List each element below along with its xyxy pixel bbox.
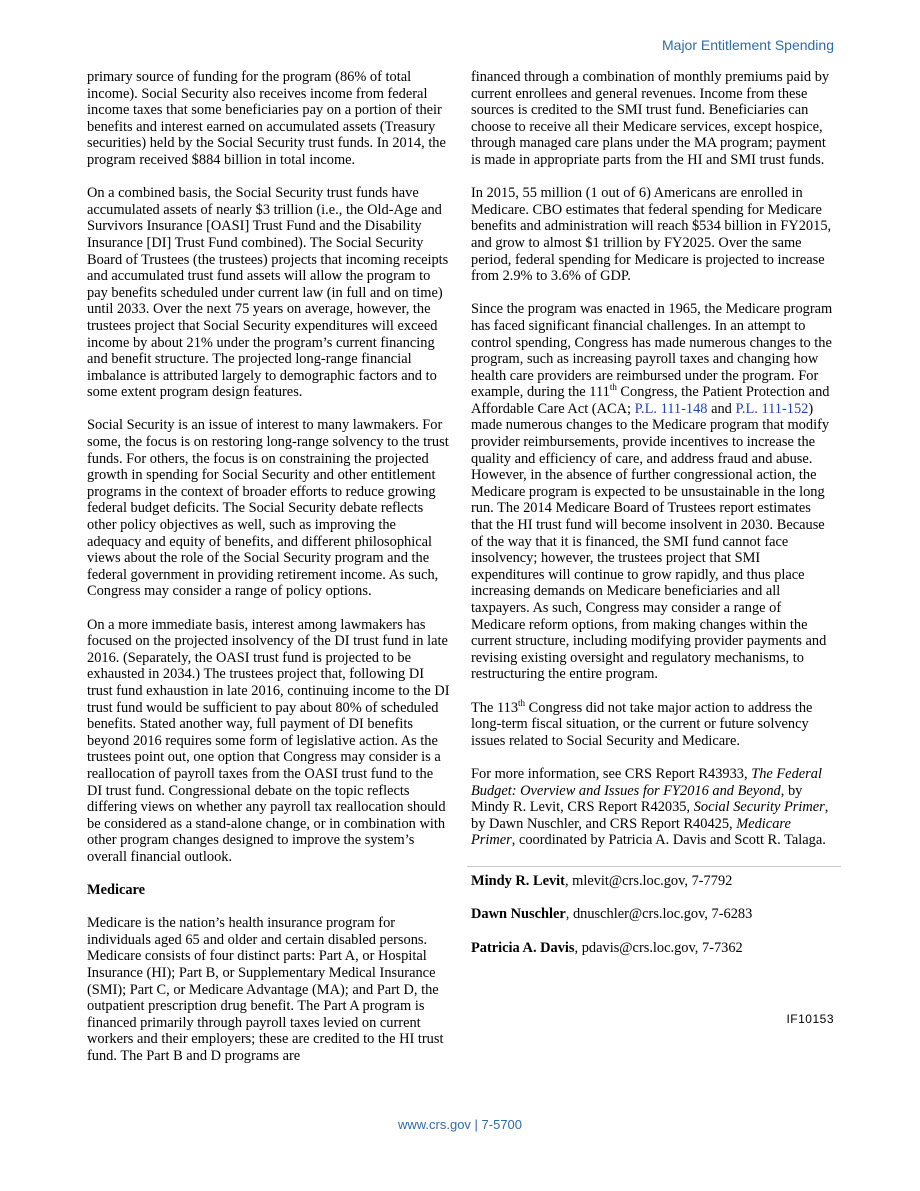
paragraph: Social Security is an issue of interest to many lawmakers. For some, the focus is on restoring long-range solvency to the trust funds. For others, the focus is on constraining the projected growth in spending for Social Security and other entitlement programs in the context of broader efforts to reduce growing federal budget deficits. The Social Security debate reflects other policy objectives as well, such as improving the adequacy and equity of benefits, and different philosophical views about the role of the Social Security program and the federal government in providing retirement income. As such, Congress may consider a range of policy options.	[87, 417, 449, 600]
report-title: The Federal Budget: Overview and Issues for FY2016 and Beyond	[471, 765, 822, 799]
report-title: Social Security Primer	[693, 799, 825, 816]
text-run: , by Dawn Nuschler, and CRS Report R40425,	[471, 799, 829, 832]
author-name: Patricia A. Davis	[471, 939, 575, 956]
paragraph	[471, 301, 835, 683]
paragraph: In 2015, 55 million (1 out of 6) Americans are enrolled in Medicare. CBO estimates that federal spending for Medicare benefits and administration will reach $534 billion in FY2015, and grow to almost $1 trillion by FY2025. Over the same period, federal spending for Medicare is projected to increase from 2.9% to 3.6% of GDP.	[471, 185, 832, 285]
superscript: th	[609, 382, 617, 393]
paragraph	[471, 697, 835, 750]
report-title: Medicare Primer	[471, 815, 791, 849]
text-run: ) made numerous changes to the Medicare program that modify provider reimbursements, provide incentives to increase the quality and efficiency of care, and address fraud and abuse. However, in the absence of further congressional action, the Medicare program is expected to be unsustainable in the long run. The 2014 Medicare Board of Trustees report estimates that the HI trust fund will become insolvent in 2030. Because of the way that it is financed, the SMI fund cannot face insolvency; however, the trustees project that SMI expenditures will continue to grow rapidly, and thus place increasing demands on Medicare beneficiaries and all taxpayers. As such, Congress may consider a range of Medicare reform options, from making changes within the current structure, including modifying provider payments and revising existing oversight and regulatory mechanisms, to restructuring the entire program.	[471, 400, 830, 683]
paragraph: Medicare is the nation’s health insurance program for individuals aged 65 and older and certain disabled persons. Medicare consists of four distinct parts: Part A, or Hospital Insurance (HI); Part B, or Supplementary Medical Insurance (SMI); Part C, or Medicare Advantage (MA); and Part D, the outpatient prescription drug benefit. The Part A program is financed primarily through payroll taxes levied on current workers and their employers; these are credited to the HI trust fund. The Part B and D programs are	[87, 915, 444, 1065]
text-run: and	[707, 400, 736, 417]
author-info: , dnuschler@crs.loc.gov, 7-6283	[565, 906, 753, 923]
left-column	[87, 69, 450, 1081]
divider	[467, 866, 841, 867]
paragraph	[471, 766, 835, 849]
paragraph: primary source of funding for the program (86% of total income). Social Security also receives income from federal income taxes that some beneficiaries pay on a portion of their benefits and interest earned on accumulated assets (Treasury securities) held by the Social Security trust funds. In 2014, the program received $884 billion in total income.	[87, 69, 446, 168]
author-contact	[471, 873, 835, 890]
author-info: , mlevit@crs.loc.gov, 7-7792	[564, 872, 733, 889]
text-run: Since the program was enacted in 1965, the Medicare program has faced significant financial challenges. In an attempt to control spending, Congress has made numerous changes to the program, such as increasing payroll taxes and changing how health care providers are reimbursed under the program. For example, during the 111	[471, 301, 833, 401]
author-name: Dawn Nuschler	[471, 906, 566, 923]
section-heading-medicare: Medicare	[87, 882, 146, 899]
document-id: IF10153	[786, 1012, 834, 1026]
pl-111-148-link[interactable]: P.L. 111-148	[634, 400, 708, 417]
running-header-title: Major Entitlement Spending	[662, 37, 834, 53]
footer: www.crs.gov | 7-5700	[397, 1117, 523, 1132]
paragraph: financed through a combination of monthly premiums paid by current enrollees and general revenues. Income from these sources is credited to the SMI trust fund. Beneficiaries can choose to receive all their Medicare services, except hospice, through managed care plans under the MA program; payment is made in appropriate parts from the HI and SMI trust funds.	[471, 69, 830, 168]
pl-111-152-link[interactable]: P.L. 111-152	[735, 400, 809, 417]
text-run: , by Mindy R. Levit, CRS Report R42035,	[471, 782, 803, 816]
text-run: Congress did not take major action to address the long-term fiscal situation, or the current or future solvency issues related to Social Security and Medicare.	[471, 699, 813, 749]
author-info: , pdavis@crs.loc.gov, 7-7362	[574, 939, 743, 956]
paragraph: On a more immediate basis, interest among lawmakers has focused on the projected insolvency of the DI trust fund in late 2016. (Separately, the OASI trust fund is projected to be exhausted in 2034.) The trustees project that, following DI trust fund exhaustion in late 2016, continuing income to the DI trust fund would be sufficient to pay about 80% of scheduled benefits. Stated another way, full payment of DI benefits beyond 2016 requires some form of legislative action. As the trustees point out, one option that Congress may consider is a reallocation of payroll taxes from the OASI trust fund to the DI trust fund. Congressional debate on the topic reflects differing views on whether any payroll tax reallocation should be considered as a stand-alone change, or in combination with other program changes designed to improve the system’s overall financial outlook.	[87, 616, 450, 865]
text-run: The 113	[471, 699, 519, 716]
text-run: For more information, see CRS Report R43933,	[471, 765, 752, 782]
author-contact	[471, 940, 835, 957]
paragraph: On a combined basis, the Social Security trust funds have accumulated assets of nearly $3 trillion (i.e., the Old-Age and Survivors Insurance [OASI] Trust Fund and the Disability Insurance [DI] Trust Fund combined). The Social Security Board of Trustees (the trustees) projects that incoming receipts and accumulated trust fund assets will allow the program to pay benefits scheduled under current law (in full and on time) until 2033. Over the next 75 years on average, however, the trustees project that Social Security expenditures will exceed income by about 21% under the program’s current financing and benefit structure. The projected long-range financial imbalance is attributed largely to demographic factors and to some extent program design features.	[87, 185, 449, 401]
superscript: th	[518, 697, 526, 708]
text-run: Congress, the Patient Protection and Affordable Care Act (ACA;	[471, 384, 830, 417]
text-run: , coordinated by Patricia A. Davis and Scott R. Talaga.	[511, 832, 826, 849]
right-column	[471, 69, 835, 973]
author-contact	[471, 906, 835, 923]
author-name: Mindy R. Levit	[471, 872, 565, 889]
